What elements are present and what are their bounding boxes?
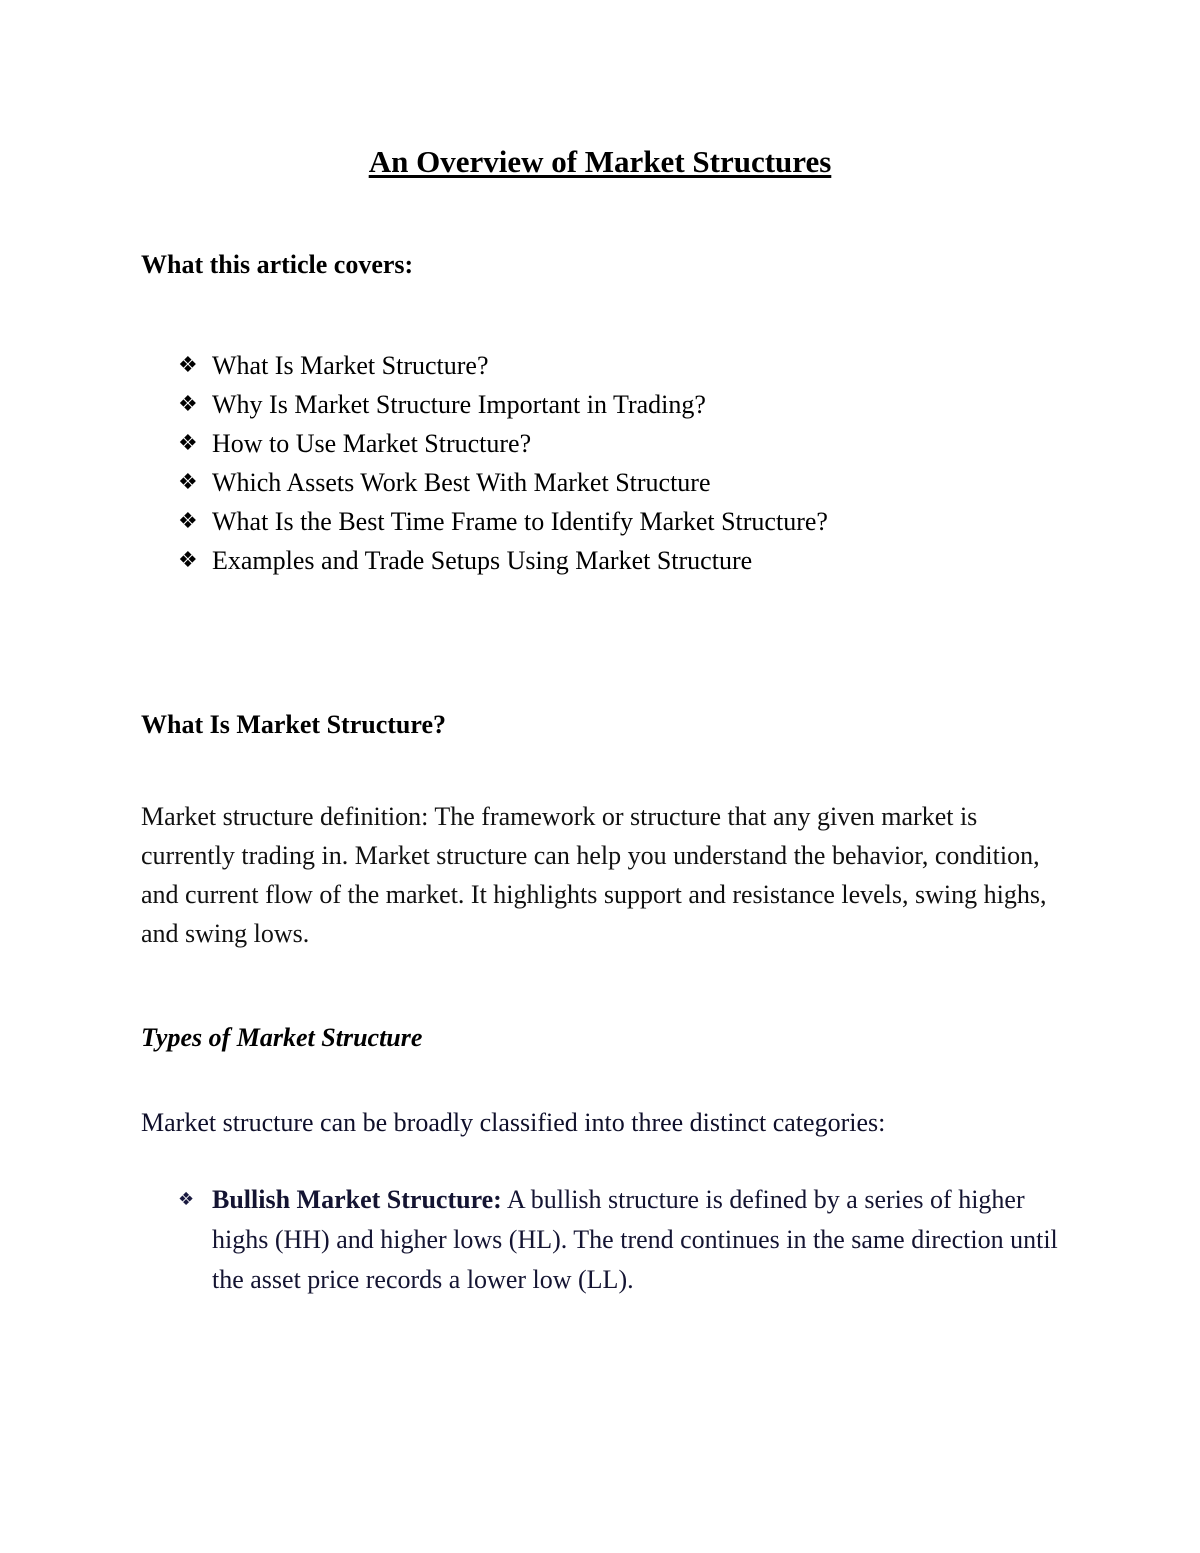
- four-diamond-bullet-icon: ❖: [178, 1189, 195, 1210]
- toc-item: [178, 463, 828, 502]
- four-diamond-bullet-icon: ❖: [178, 470, 198, 495]
- types-heading: Types of Market Structure: [141, 1023, 423, 1052]
- four-diamond-bullet-icon: ❖: [178, 353, 198, 378]
- toc-item-text: Why Is Market Structure Important in Trading?: [212, 390, 706, 419]
- definition-paragraph: Market structure definition: The framework or structure that any given market is currently trading in. Market structure can help you understand the behavior, condition, and current flow of the market. It highlights support and resistance levels, swing highs, and swing lows.: [141, 802, 1047, 948]
- toc-item-text: Which Assets Work Best With Market Structure: [212, 468, 711, 497]
- four-diamond-bullet-icon: ❖: [178, 431, 198, 456]
- table-of-contents: [178, 346, 828, 580]
- four-diamond-bullet-icon: ❖: [178, 548, 198, 573]
- toc-item-text: What Is Market Structure?: [212, 351, 489, 380]
- document-title: An Overview of Market Structures: [368, 144, 832, 179]
- toc-item: [178, 502, 828, 541]
- toc-item: [178, 385, 828, 424]
- bullish-paragraph: [212, 1180, 1062, 1300]
- bullish-description: A bullish structure is defined by a series of higher highs (HH) and higher lows (HL). The trend continues in the same direction until the asset price records a lower low (LL).: [212, 1185, 1058, 1294]
- categories-intro-paragraph: Market structure can be broadly classified into three distinct categories:: [141, 1108, 886, 1137]
- bullish-list-item: [178, 1180, 1078, 1300]
- toc-item-text: Examples and Trade Setups Using Market Structure: [212, 546, 753, 575]
- covers-heading: What this article covers:: [141, 250, 414, 279]
- four-diamond-bullet-icon: ❖: [178, 509, 198, 534]
- toc-item-text: What Is the Best Time Frame to Identify Market Structure?: [212, 507, 828, 536]
- toc-item: [178, 541, 828, 580]
- bullish-label: Bullish Market Structure:: [212, 1185, 502, 1214]
- section-heading-market-structure: What Is Market Structure?: [141, 710, 446, 739]
- toc-item: [178, 424, 828, 463]
- toc-item: [178, 346, 828, 385]
- toc-item-text: How to Use Market Structure?: [212, 429, 532, 458]
- four-diamond-bullet-icon: ❖: [178, 392, 198, 417]
